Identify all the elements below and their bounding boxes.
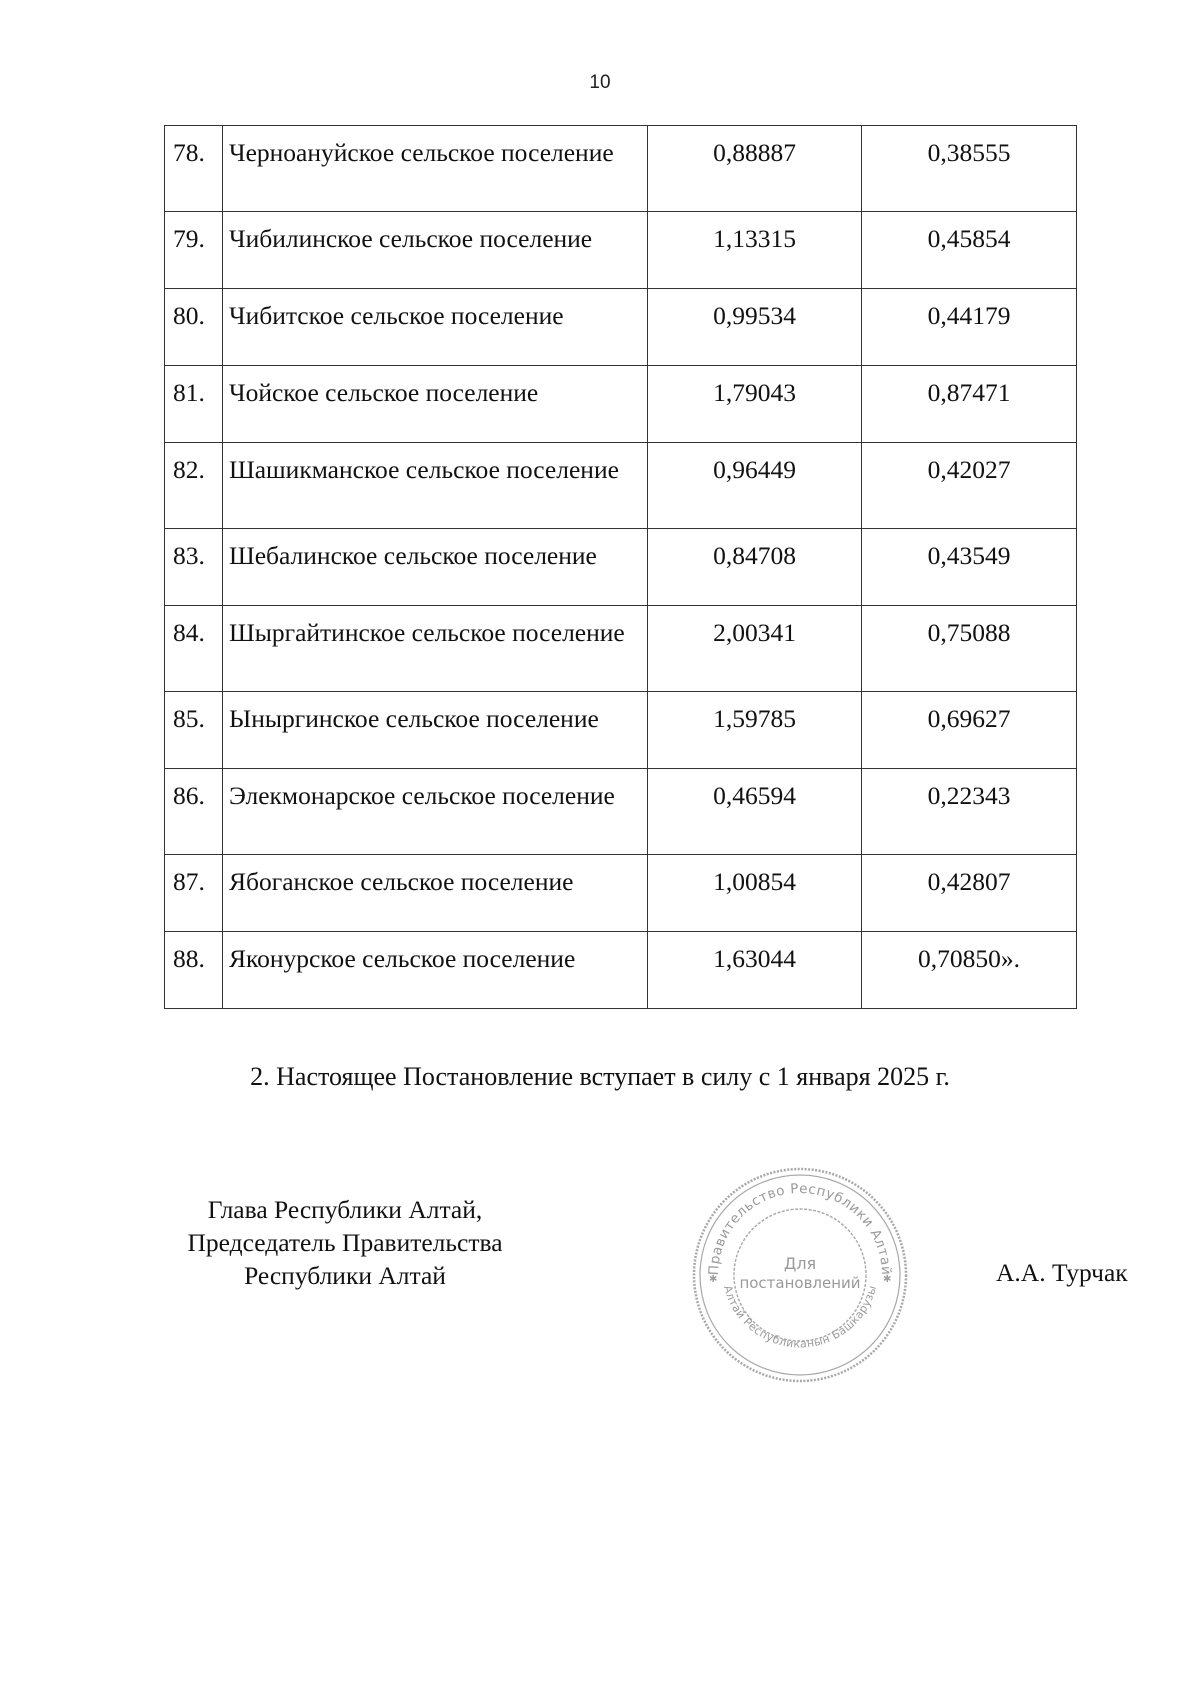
value-1: 2,00341 — [648, 606, 862, 692]
seal-inner-text-line2: постановлений — [739, 1274, 861, 1292]
seal-outer-text: Правительство Республики Алтай — [705, 1180, 895, 1276]
table-row — [165, 606, 1077, 692]
seal-bottom-text: Алтай Республиканын Башкарузы — [720, 1283, 880, 1351]
effective-date-clause: 2. Настоящее Постановление вступает в силу с 1 января 2025 г. — [250, 1062, 950, 1091]
settlements-table — [164, 125, 1077, 1009]
table-row — [165, 212, 1077, 289]
table-row — [165, 366, 1077, 443]
settlement-name: Шашикманское сельское поселение — [223, 443, 648, 529]
official-seal — [690, 1165, 910, 1385]
page-number: 10 — [589, 72, 611, 93]
value-2: 0,44179 — [862, 289, 1077, 366]
settlement-name: Шыргайтинское сельское поселение — [223, 606, 648, 692]
settlement-name: Элекмонарское сельское поселение — [223, 769, 648, 855]
value-1: 1,59785 — [648, 692, 862, 769]
signer-title-line: Глава Республики Алтай, — [207, 1195, 483, 1224]
row-number: 83. — [165, 529, 223, 606]
table-row — [165, 443, 1077, 529]
table-row — [165, 289, 1077, 366]
row-number: 79. — [165, 212, 223, 289]
settlement-name: Шебалинское сельское поселение — [223, 529, 648, 606]
value-2: 0,38555 — [862, 126, 1077, 212]
value-2: 0,42027 — [862, 443, 1077, 529]
signer-title — [150, 1193, 540, 1292]
value-1: 1,79043 — [648, 366, 862, 443]
value-1: 0,84708 — [648, 529, 862, 606]
settlement-name: Чойское сельское поселение — [223, 366, 648, 443]
settlement-name: Чибилинское сельское поселение — [223, 212, 648, 289]
table-row — [165, 855, 1077, 932]
value-2: 0,45854 — [862, 212, 1077, 289]
table-row — [165, 932, 1077, 1009]
seal-star-icon: ✱ — [883, 1274, 892, 1285]
table-row — [165, 126, 1077, 212]
value-2: 0,87471 — [862, 366, 1077, 443]
value-1: 1,13315 — [648, 212, 862, 289]
value-1: 0,96449 — [648, 443, 862, 529]
value-1: 1,00854 — [648, 855, 862, 932]
table-row — [165, 769, 1077, 855]
svg-text:Алтай Республиканын Башкарузы — [721, 1284, 879, 1351]
value-1: 0,88887 — [648, 126, 862, 212]
value-2: 0,69627 — [862, 692, 1077, 769]
settlement-name: Черноануйское сельское поселение — [223, 126, 648, 212]
seal-inner-text-line1: Для — [783, 1254, 817, 1273]
value-1: 0,46594 — [648, 769, 862, 855]
signer-title-line: Республики Алтай — [244, 1261, 446, 1290]
row-number: 80. — [165, 289, 223, 366]
table-row — [165, 529, 1077, 606]
row-number: 86. — [165, 769, 223, 855]
value-2: 0,75088 — [862, 606, 1077, 692]
value-2: 0,70850». — [862, 932, 1077, 1009]
signer-name: А.А. Турчак — [996, 1258, 1128, 1287]
row-number: 81. — [165, 366, 223, 443]
value-2: 0,43549 — [862, 529, 1077, 606]
row-number: 84. — [165, 606, 223, 692]
value-2: 0,42807 — [862, 855, 1077, 932]
value-1: 1,63044 — [648, 932, 862, 1009]
row-number: 82. — [165, 443, 223, 529]
settlement-name: Яконурское сельское поселение — [223, 932, 648, 1009]
row-number: 78. — [165, 126, 223, 212]
row-number: 87. — [165, 855, 223, 932]
settlement-name: Чибитское сельское поселение — [223, 289, 648, 366]
value-2: 0,22343 — [862, 769, 1077, 855]
value-1: 0,99534 — [648, 289, 862, 366]
settlement-name: Ябоганское сельское поселение — [223, 855, 648, 932]
signer-title-line: Председатель Правительства — [187, 1228, 503, 1257]
table-row — [165, 692, 1077, 769]
row-number: 85. — [165, 692, 223, 769]
row-number: 88. — [165, 932, 223, 1009]
seal-star-icon: ✱ — [709, 1274, 718, 1285]
settlement-name: Ыныргинское сельское поселение — [223, 692, 648, 769]
